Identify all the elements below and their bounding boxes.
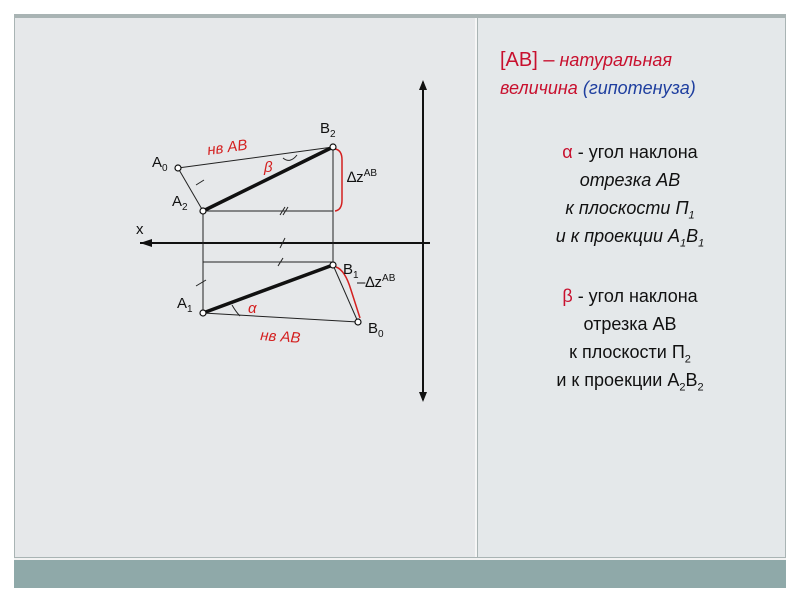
definition-line-2	[500, 74, 780, 102]
dz-upper-label: $\Delta z^{AB}$	[347, 168, 378, 186]
point-b1	[330, 262, 336, 268]
alpha-line-1	[500, 138, 760, 166]
definition-block	[500, 46, 780, 102]
beta-line-2: отрезка АВ	[583, 314, 677, 334]
true-length-lower-label: нв АВ	[259, 327, 302, 347]
dz-upper-bracket	[335, 149, 342, 211]
definition-line-1	[500, 46, 780, 74]
alpha-symbol: α	[562, 142, 573, 162]
point-b0	[355, 319, 361, 325]
dz-lower-label: $-\Delta z^{AB}$	[357, 273, 396, 291]
x-axis-arrow-icon	[140, 239, 152, 247]
beta-line-1	[500, 282, 760, 310]
alpha-line-2: отрезка АВ	[579, 170, 681, 190]
vertical-axis-bottom-arrow-icon	[419, 392, 427, 402]
hypotenuse-word: (гипотенуза)	[582, 78, 696, 98]
label-a0: $A_0$	[152, 154, 168, 174]
label-a2: $A_2$	[172, 193, 188, 213]
alpha-line-1-text: - угол наклона	[572, 142, 698, 162]
equal-segment-ticks	[196, 180, 288, 286]
vertical-axis-top-arrow-icon	[419, 80, 427, 90]
label-b0: $B_0$	[368, 320, 384, 340]
point-a2	[200, 208, 206, 214]
beta-definition	[500, 282, 760, 394]
beta-line-4: и к проекции $А_2В_2$	[556, 370, 704, 394]
label-b2: $B_2$	[320, 120, 336, 140]
bracket-ab: [АВ] –	[500, 49, 555, 71]
point-a0	[175, 165, 181, 171]
alpha-line-4: и к проекции $А_1В_1$	[555, 226, 705, 250]
beta-arc	[283, 155, 297, 160]
beta-label: β	[264, 159, 273, 176]
size-word: величина	[500, 78, 578, 98]
beta-symbol: β	[562, 286, 573, 306]
alpha-definition	[500, 138, 760, 250]
alpha-line-3: к плоскости $П_1$	[565, 198, 695, 222]
segment-a1-b1	[203, 265, 333, 313]
label-b1: $B_1$	[343, 261, 359, 281]
true-length-upper-label: нв АВ	[206, 136, 249, 159]
label-a1: $A_1$	[177, 295, 193, 315]
beta-line-1-text: - угол наклона	[572, 286, 698, 306]
point-a1	[200, 310, 206, 316]
point-b2	[330, 144, 336, 150]
x-axis-label: x	[136, 221, 144, 238]
natural-word: натуральная	[559, 50, 672, 70]
beta-line-3: к плоскости $П_2$	[569, 342, 691, 366]
alpha-label: α	[248, 300, 257, 317]
